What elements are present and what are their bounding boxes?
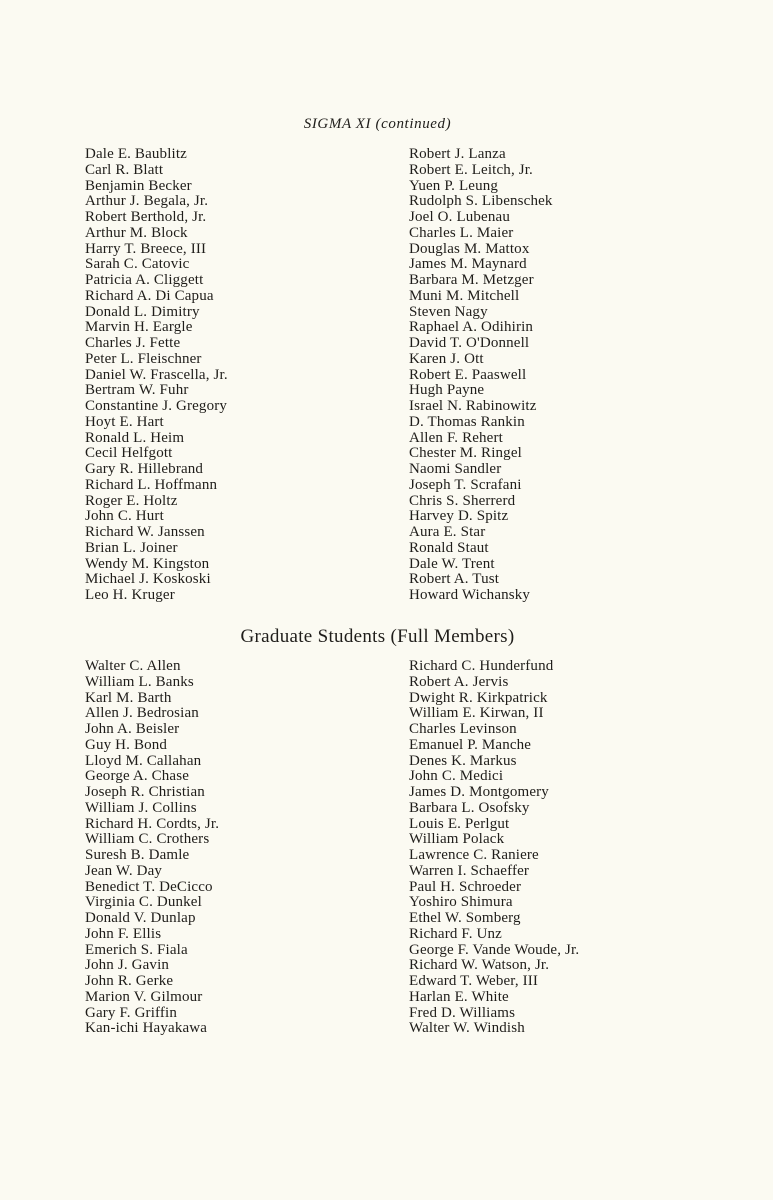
name-entry: Steven Nagy	[409, 303, 488, 320]
name-entry: Brian L. Joiner	[85, 539, 178, 556]
name-entry: Karen J. Ott	[409, 350, 484, 367]
name-entry: Robert E. Paaswell	[409, 366, 527, 383]
members-right-column	[409, 147, 553, 604]
name-entry: Naomi Sandler	[409, 461, 502, 477]
members-left-column	[85, 147, 228, 604]
name-entry: Ronald Staut	[409, 539, 489, 556]
name-entry: Allen J. Bedrosian	[85, 705, 199, 722]
name-entry: Walter C. Allen	[85, 658, 181, 674]
name-entry: Roger E. Holtz	[85, 492, 178, 509]
section-title: Graduate Students (Full Members)	[240, 626, 515, 647]
name-entry: Denes K. Markus	[409, 752, 517, 769]
name-entry: William L. Banks	[85, 673, 194, 690]
name-entry: Leo H. Kruger	[85, 587, 175, 603]
name-entry: John C. Medici	[409, 768, 504, 785]
name-entry: Richard L. Hoffmann	[85, 476, 218, 493]
name-entry: Joel O. Lubenau	[409, 209, 510, 225]
name-entry: Michael J. Koskoski	[85, 571, 211, 588]
name-entry: Muni M. Mitchell	[409, 287, 520, 304]
name-entry: George A. Chase	[85, 768, 190, 785]
name-entry: John F. Ellis	[85, 925, 162, 942]
name-entry: John R. Gerke	[85, 973, 174, 989]
name-entry: James D. Montgomery	[409, 784, 549, 800]
name-entry: Donald L. Dimitry	[85, 303, 200, 320]
name-entry: William J. Collins	[85, 799, 197, 816]
name-entry: Karl M. Barth	[85, 689, 172, 706]
name-entry: Robert A. Jervis	[409, 673, 509, 690]
name-entry: David T. O'Donnell	[409, 335, 530, 351]
name-entry: Arthur J. Begala, Jr.	[85, 193, 209, 210]
name-entry: Yuen P. Leung	[409, 177, 499, 194]
name-entry: Joseph R. Christian	[85, 784, 205, 800]
name-entry: Bertram W. Fuhr	[85, 382, 189, 399]
name-entry: Richard W. Janssen	[85, 524, 205, 540]
name-entry: Emerich S. Fiala	[85, 941, 188, 958]
name-entry: Fred D. Williams	[409, 1004, 516, 1021]
name-entry: Emanuel P. Manche	[409, 736, 532, 753]
graduate-students-left-column	[85, 659, 219, 1037]
name-entry: William E. Kirwan, II	[409, 705, 544, 722]
name-entry: Louis E. Perlgut	[409, 815, 510, 832]
name-entry: Dale W. Trent	[409, 555, 495, 572]
name-entry: Lloyd M. Callahan	[85, 752, 202, 769]
name-entry: Joseph T. Scrafani	[409, 476, 522, 493]
name-entry: Robert E. Leitch, Jr.	[409, 161, 533, 178]
name-entry: Charles J. Fette	[85, 335, 181, 351]
name-entry: Robert J. Lanza	[409, 146, 506, 162]
name-entry: Edward T. Weber, III	[409, 973, 539, 989]
name-entry: Chris S. Sherrerd	[409, 492, 516, 509]
name-entry: Raphael A. Odihirin	[409, 319, 534, 336]
name-entry: Barbara L. Osofsky	[409, 799, 530, 816]
name-entry: Suresh B. Damle	[85, 847, 190, 863]
name-entry: George F. Vande Woude, Jr.	[409, 941, 580, 958]
name-entry: Arthur M. Block	[85, 224, 188, 241]
name-entry: Israel N. Rabinowitz	[409, 398, 537, 414]
name-entry: Patricia A. Cliggett	[85, 272, 204, 288]
name-entry: John C. Hurt	[85, 508, 164, 525]
name-entry: James M. Maynard	[409, 256, 527, 273]
name-entry: Sarah C. Catovic	[85, 256, 190, 273]
name-entry: Aura E. Star	[409, 524, 486, 540]
name-entry: Daniel W. Frascella, Jr.	[85, 366, 228, 383]
name-entry: Robert Berthold, Jr.	[85, 209, 207, 225]
name-entry: Wendy M. Kingston	[85, 555, 210, 572]
name-entry: Hoyt E. Hart	[85, 413, 164, 430]
name-entry: Marvin H. Eargle	[85, 319, 193, 336]
name-entry: Marion V. Gilmour	[85, 988, 203, 1005]
name-entry: Ethel W. Somberg	[409, 910, 521, 926]
name-entry: William C. Crothers	[85, 831, 210, 848]
name-entry: Harlan E. White	[409, 988, 509, 1005]
name-entry: William Polack	[409, 831, 505, 848]
name-entry: Carl R. Blatt	[85, 161, 164, 178]
name-entry: Peter L. Fleischner	[85, 350, 202, 367]
name-entry: Charles Levinson	[409, 721, 517, 737]
name-entry: Guy H. Bond	[85, 736, 168, 753]
name-entry: Paul H. Schroeder	[409, 878, 522, 895]
name-entry: Allen F. Rehert	[409, 429, 503, 446]
name-entry: Rudolph S. Libenschek	[409, 193, 553, 210]
name-entry: Harvey D. Spitz	[409, 508, 509, 525]
name-entry: Charles L. Maier	[409, 224, 514, 241]
name-entry: Dwight R. Kirkpatrick	[409, 689, 548, 706]
name-entry: Benjamin Becker	[85, 177, 192, 194]
name-entry: Hugh Payne	[409, 382, 485, 399]
name-entry: Richard H. Cordts, Jr.	[85, 815, 220, 832]
name-entry: Richard F. Unz	[409, 925, 502, 942]
name-entry: D. Thomas Rankin	[409, 413, 525, 430]
page-heading: SIGMA XI (continued)	[303, 116, 452, 132]
name-entry: Walter W. Windish	[409, 1020, 525, 1037]
name-entry: John J. Gavin	[85, 957, 170, 974]
name-entry: Warren I. Schaeffer	[409, 862, 530, 879]
graduate-students-right-column	[409, 659, 579, 1037]
name-entry: John A. Beisler	[85, 721, 180, 737]
name-entry: Benedict T. DeCicco	[85, 878, 213, 895]
name-entry: Lawrence C. Raniere	[409, 847, 539, 863]
name-entry: Constantine J. Gregory	[85, 398, 228, 414]
name-entry: Jean W. Day	[85, 862, 163, 879]
name-entry: Donald V. Dunlap	[85, 910, 196, 926]
name-entry: Gary F. Griffin	[85, 1004, 178, 1021]
name-entry: Harry T. Breece, III	[85, 240, 207, 257]
name-entry: Robert A. Tust	[409, 571, 500, 588]
name-entry: Richard C. Hunderfund	[409, 658, 554, 674]
name-entry: Barbara M. Metzger	[409, 272, 534, 288]
name-entry: Kan-ichi Hayakawa	[85, 1020, 208, 1037]
name-entry: Douglas M. Mattox	[409, 240, 530, 257]
name-entry: Gary R. Hillebrand	[85, 461, 204, 477]
name-entry: Chester M. Ringel	[409, 445, 522, 462]
name-entry: Dale E. Baublitz	[85, 146, 187, 162]
name-entry: Howard Wichansky	[409, 587, 531, 603]
name-entry: Yoshiro Shimura	[409, 894, 513, 911]
name-entry: Richard A. Di Capua	[85, 287, 214, 304]
name-entry: Virginia C. Dunkel	[85, 894, 202, 911]
name-entry: Richard W. Watson, Jr.	[409, 957, 550, 974]
name-entry: Cecil Helfgott	[85, 445, 173, 462]
name-entry: Ronald L. Heim	[85, 429, 185, 446]
